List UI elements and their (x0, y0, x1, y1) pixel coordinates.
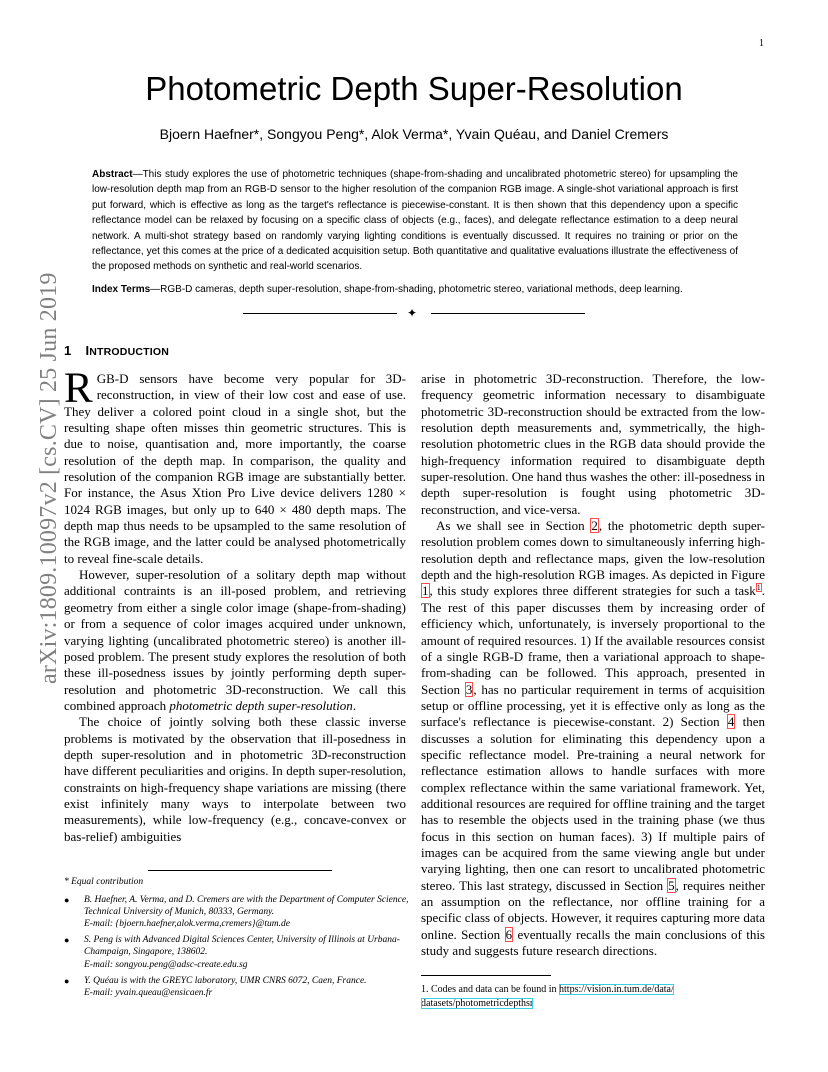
code-footnote (421, 983, 766, 1011)
section-title-initial: I (85, 343, 90, 358)
affiliation-text: Y. Quéau is with the GREYC laboratory, UMR CNRS 6072, Caen, France. (84, 975, 367, 986)
affiliation-email: E-mail: yvain.queau@ensicaen.fr (84, 987, 213, 998)
section-ref-link[interactable]: 3 (465, 681, 473, 697)
list-item (64, 975, 409, 999)
paragraph (64, 365, 406, 567)
bullet-icon: ● (64, 975, 70, 986)
section-divider (243, 308, 585, 320)
page-number: 1 (759, 38, 764, 49)
author-list (0, 126, 828, 142)
paragraph: As we shall see in Section 2, the photometric depth super-resolution problem comes down to simultaneously inferring high-resolution depth and reflectance maps, given the low-resolution depth and the high-resolution RGB images. As depicted in Figure 1, this study explores three different strategies for such a task$^1$. The rest of this paper discusses them by increasing order of efficiency which, unfortunately, is inversely proportional to the amount of required resources. 1) If the available resources consist of a single RGB-D frame, then a variational approach to shape-from-shading can be followed. This approach, presented in Section 3, has no particular requirement in terms of acquisition setup or offline processing, yet it is effective only as long as the surface's reflectance is piecewise-constant. 2) Section 4 then discusses a solution for eliminating this dependency upon a specific reflectance model. Pre-training a neural network for reflectance estimation allows to handle surfaces with more complex reflectance within the same variational framework. Yet, additional resources are required for offline training and the target has to resemble the objects used in the training phase (we thus focus in this section on human faces). 3) If multiple pairs of images can be acquired from the same viewing angle but under varying lighting, then one can resort to uncalibrated photometric stereo. This last strategy, discussed in Section 5, requires neither an assumption on the reflectance, nor offline training for a specific class of objects. However, it requires capturing more data online. Section 6 eventually recalls the main conclusions of this study and suggests future research directions. (421, 518, 765, 959)
paragraph-text: GB-D sensors have become very popular for 3D-reconstruction, in view of their low cost and ease of use. They deliver a colored point cloud in a single shot, but the resulting shape often misses thin geometric structures. This is due to noise, quantisation and, more importantly, the coarse resolution of the depth map. In comparison, the quality and resolution of the companion RGB image are substantially better. For instance, the Asus Xtion Pro Live device delivers 1280 × 1024 RGB images, but only up to 640 × 480 depth maps. The depth map thus needs to be upsampled to the same resolution of the RGB image, and the latter could be analysed photometrically to reveal fine-scale details. (64, 371, 406, 566)
footnote-text: 1. Codes and data can be found in (421, 984, 560, 995)
paper-title: Photometric Depth Super-Resolution (145, 70, 683, 107)
index-terms-text: —RGB-D cameras, depth super-resolution, shape-from-shading, photometric stereo, variational methods, deep learning. (150, 284, 683, 295)
author-line: Bjoern Haefner*, Songyou Peng*, Alok Verma*, Yvain Quéau, and Daniel Cremers (159, 126, 669, 142)
right-column (421, 371, 765, 959)
footnote-ref-link[interactable]: 1 (756, 583, 761, 593)
section-ref-link[interactable]: 6 (505, 926, 513, 942)
index-terms (92, 283, 752, 297)
code-data-url-link[interactable]: https://vision.in.tum.de/data/ datasets/photometricdepthsr (421, 984, 674, 1009)
bullet-icon: ● (64, 935, 70, 946)
affiliation-footnotes (64, 876, 409, 1003)
divider-line-left (243, 313, 397, 314)
bullet-icon: ● (64, 895, 70, 906)
divider-line-right (431, 313, 585, 314)
list-item (64, 894, 409, 930)
affiliation-text: S. Peng is with Advanced Digital Sciences Center, University of Illinois at Urbana-Champaign, Singapore, 138602. (84, 935, 400, 958)
dropcap: R (64, 365, 93, 412)
footnote-rule (148, 870, 332, 871)
section-ref-link[interactable]: 2 (591, 518, 598, 534)
section-heading (64, 343, 169, 358)
abstract-text: —This study explores the use of photometric techniques (shape-from-shading and uncalibrated photometric stereo) for upsampling the low-resolution depth map from an RGB-D sensor to the higher resolution of the companion RGB image. A single-shot variational approach is first put forward, which is effective as long as the target's reflectance is piecewise-constant. It is then shown that this dependency upon a specific reflectance model can be relaxed by focusing on a specific class of objects (e.g., faces), and delegate reflectance estimation to a deep neural network. A multi-shot strategy based on randomly varying lighting conditions is eventually discussed. It requires no training or prior on the reflectance, yet this comes at the price of a dedicated acquisition setup. Both quantitative and qualitative evaluations illustrate the effectiveness of the proposed methods on synthetic and real-world scenarios. (92, 169, 738, 273)
divider-diamond-icon: ✦ (407, 306, 418, 320)
affiliation-email: E-mail: {bjoern.haefner,alok.verma,cremers}@tum.de (84, 919, 290, 930)
affiliation-text: B. Haefner, A. Verma, and D. Cremers are with the Department of Computer Science, Technical University of Munich, 80333, Germany. (84, 895, 409, 918)
abstract-label: Abstract (92, 169, 133, 180)
left-column (64, 365, 406, 845)
section-title-rest: NTRODUCTION (89, 346, 170, 358)
paragraph: However, super-resolution of a solitary depth map without additional contraints is an ill-posed problem, and retrieving geometry from either a single color image (shape-from-shading) or from a sequence of color images acquired under unknown, varying lighting (uncalibrated photometric stereo) is another ill-posed problem. The present study explores the resolution of both these ill-posedness issues by jointly performing depth super-resolution and photometric 3D-reconstruction. We call this combined approach photometric depth super-resolution. (64, 567, 406, 713)
paragraph: The choice of jointly solving both these classic inverse problems is motivated by the observation that ill-posedness in depth super-resolution and in photometric 3D-reconstruction have different peculiarities and origins. In depth super-resolution, constraints on high-frequency shape variations are missing (there exist infinitely many ways to interpolate between two measurements), while low-frequency (e.g., concave-convex or bas-relief) ambiguities (64, 714, 406, 844)
emphasis: photometric depth super-resolution (169, 697, 353, 713)
section-ref-link[interactable]: 4 (727, 714, 735, 730)
affiliation-list (64, 894, 409, 999)
equal-contribution-note: * Equal contribution (64, 877, 144, 887)
section-number: 1 (64, 343, 72, 358)
affiliation-email: E-mail: songyou.peng@adsc-create.edu.sg (84, 959, 248, 970)
footnote-rule (421, 975, 551, 976)
arxiv-stamp: arXiv:1809.10097v2 [cs.CV] 25 Jun 2019 (36, 272, 62, 684)
paragraph: arise in photometric 3D-reconstruction. Therefore, the low-frequency geometric information necessary to disambiguate photometric 3D-reconstruction should be extracted from the low-resolution depth measurements and, symmetrically, the high-resolution photometric clues in the RGB data should provide the high-frequency information required to disambiguate depth super-resolution. One hand thus washes the other: ill-posedness in depth super-resolution is fought using photometric 3D-reconstruction, and vice-versa. (421, 371, 765, 517)
section-ref-link[interactable]: 5 (668, 877, 675, 893)
index-terms-label: Index Terms (92, 284, 151, 295)
list-item (64, 934, 409, 970)
abstract (92, 167, 738, 275)
figure-ref-link[interactable]: 1 (422, 583, 429, 599)
